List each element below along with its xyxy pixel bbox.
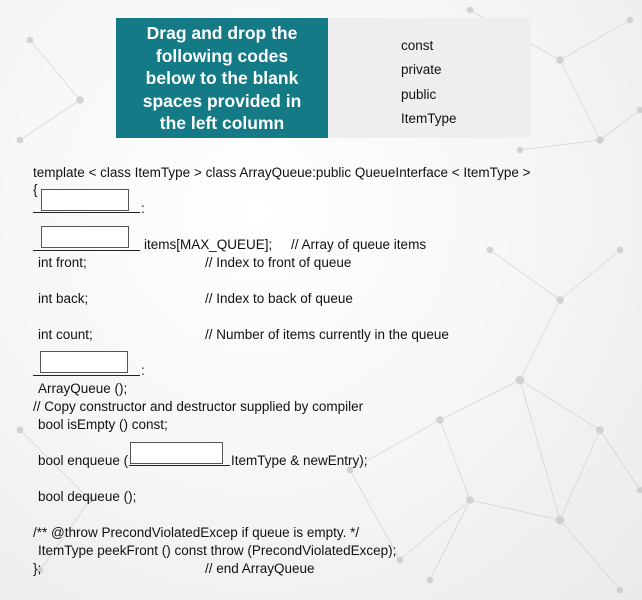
- front-comment: // Index to front of queue: [205, 255, 352, 270]
- drop-blank-2[interactable]: [41, 226, 129, 248]
- open-brace: {: [33, 182, 38, 197]
- enqueue-method-start: bool enqueue (: [38, 453, 129, 468]
- instruction-line: below to the blank: [145, 68, 299, 88]
- items-declaration: items[MAX_QUEUE];: [144, 237, 273, 252]
- instruction-line: spaces provided in: [142, 90, 302, 111]
- enqueue-method-end: ItemType & newEntry);: [231, 453, 368, 468]
- class-header: template < class ItemType > class ArrayQueue:public QueueInterface < ItemType >: [33, 165, 531, 180]
- drop-blank-1[interactable]: [41, 189, 129, 211]
- copy-comment: // Copy constructor and destructor supplied by compiler: [33, 399, 364, 414]
- blank-underline: [33, 212, 140, 213]
- dequeue-method: bool dequeue ();: [38, 489, 137, 504]
- instruction-line: Drag and drop the: [146, 23, 298, 43]
- blank-underline: [129, 465, 230, 466]
- instruction-box: [116, 18, 328, 138]
- colon: :: [141, 363, 145, 378]
- back-comment: // Index to back of queue: [205, 291, 353, 306]
- count-comment: // Number of items currently in the queue: [205, 327, 449, 342]
- instruction-line: the left column: [159, 113, 285, 133]
- constructor: ArrayQueue ();: [38, 381, 128, 396]
- option-itemtype[interactable]: ItemType: [401, 111, 457, 126]
- drop-blank-4[interactable]: [130, 442, 223, 464]
- instruction-line: following codes: [155, 45, 289, 66]
- blank-underline: [33, 375, 140, 376]
- end-comment: // end ArrayQueue: [205, 561, 315, 576]
- items-comment: // Array of queue items: [291, 237, 427, 252]
- count-declaration: int count;: [38, 327, 93, 342]
- option-const[interactable]: const: [401, 38, 434, 53]
- throw-comment: /** @throw PrecondViolatedExcep if queue is empty. */: [33, 525, 360, 540]
- option-private[interactable]: private: [401, 62, 442, 77]
- back-declaration: int back;: [38, 291, 89, 306]
- isempty-method: bool isEmpty () const;: [38, 417, 168, 432]
- colon: :: [141, 201, 145, 216]
- drop-blank-3[interactable]: [40, 351, 128, 373]
- option-public[interactable]: public: [401, 87, 437, 102]
- blank-underline: [33, 250, 140, 251]
- front-declaration: int front;: [38, 255, 87, 270]
- close-brace: };: [33, 561, 42, 576]
- peekfront-method: ItemType peekFront () const throw (PrecondViolatedExcep);: [38, 543, 397, 558]
